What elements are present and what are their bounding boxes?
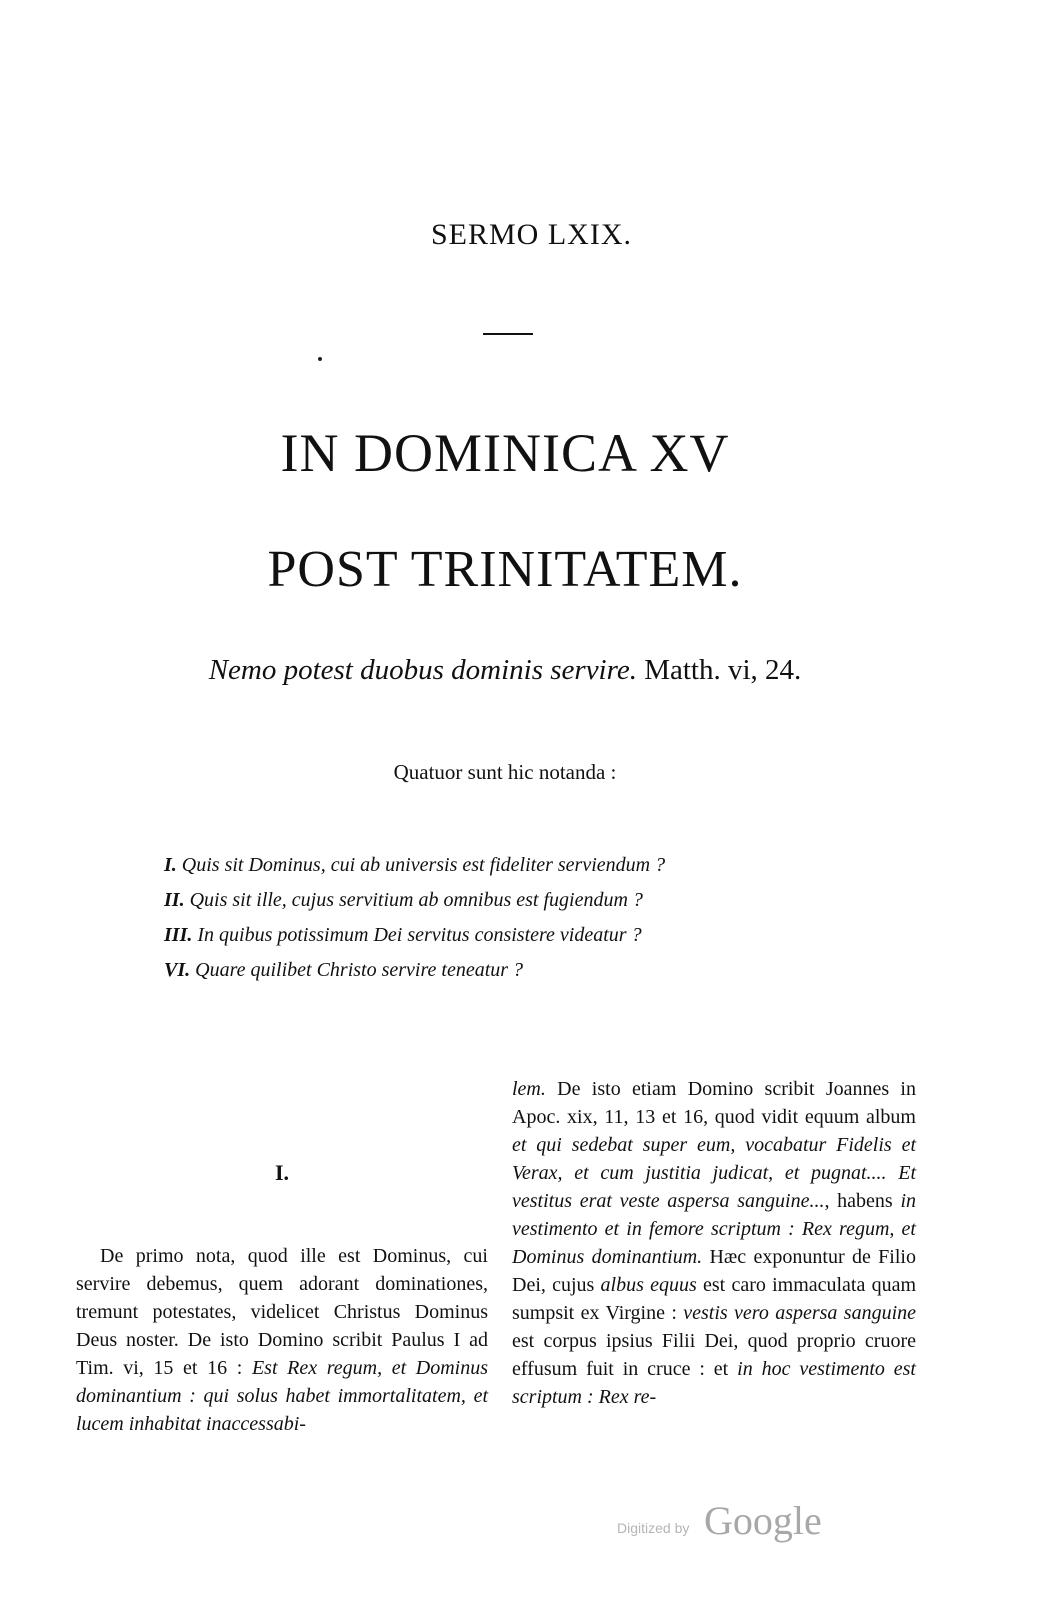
title-divider <box>483 333 533 335</box>
digitized-watermark <box>612 1497 852 1547</box>
right-fragment: in hoc vestimento est scriptum : Rex re- <box>512 1358 916 1408</box>
point-text: Quare quilibet Christo servire teneatur ? <box>195 959 524 981</box>
right-fragment: , habens <box>824 1190 901 1212</box>
right-fragment: est corpus ipsius Filii Dei, quod proprio cruore effusum fuit in cruce : et <box>512 1330 916 1380</box>
title-line-2: POST TRINITATEM. <box>267 541 743 598</box>
right-column <box>512 1075 916 1411</box>
google-logo: Google <box>704 1498 822 1543</box>
point-item <box>164 918 864 953</box>
epigraph <box>0 654 1010 687</box>
point-item <box>164 883 864 918</box>
section-number: I. <box>274 1160 290 1185</box>
point-text: Quis sit Dominus, cui ab universis est fideliter serviendum ? <box>181 854 666 876</box>
epigraph-reference: Matth. vi, 24. <box>644 654 802 686</box>
epigraph-text: Nemo potest duobus dominis servire. <box>208 654 637 686</box>
left-column <box>76 1160 488 1438</box>
right-fragment: est caro immaculata quam sumpsit ex Virgine : <box>512 1274 917 1324</box>
left-paragraph <box>76 1242 488 1438</box>
point-item <box>164 953 864 988</box>
title-line-1: IN DOMINICA XV <box>280 423 730 483</box>
right-fragment: lem. <box>512 1078 546 1100</box>
left-citation: Est Rex regum, et Dominus dominantium : qui solus habet immortalitatem, et lucem inhabitat inaccessabi- <box>76 1357 488 1435</box>
intro-line: Quatuor sunt hic notanda : <box>393 760 617 784</box>
point-number: I. <box>164 854 177 876</box>
point-item <box>164 848 864 883</box>
points-list <box>164 848 864 988</box>
point-number: VI. <box>164 959 191 981</box>
sermon-number: SERMO LXIX. <box>430 218 632 251</box>
right-paragraph <box>512 1075 916 1411</box>
digitized-label: Digitized by <box>617 1520 690 1536</box>
right-fragment: De isto etiam Domino scribit Joannes in Apoc. xix, 11, 13 et 16, quod vidit equum album <box>512 1078 916 1128</box>
point-number: III. <box>164 924 193 946</box>
point-text: In quibus potissimum Dei servitus consistere videatur ? <box>197 924 642 946</box>
right-fragment: albus equus <box>600 1274 697 1296</box>
right-fragment: in vestimento et in femore scriptum : Rex regum, et Dominus dominantium. <box>512 1190 916 1268</box>
print-speck <box>318 357 322 361</box>
left-text: De primo nota, quod ille est Dominus, cui servire debemus, quem adorant dominationes, tremunt potestates, videlicet Christus Dominus Deus noster. De isto Domino scribit Paulus I ad Tim. vi, 15 et 16 : <box>76 1245 488 1379</box>
right-fragment: et qui sedebat super eum, vocabatur Fidelis et Verax, et cum justitia judicat, et pugnat.... Et vestitus erat veste aspersa sanguine... <box>512 1134 916 1212</box>
point-text: Quis sit ille, cujus servitium ab omnibus est fugiendum ? <box>189 889 643 911</box>
point-number: II. <box>164 889 185 911</box>
right-fragment: Hæc exponuntur de Filio Dei, cujus <box>512 1246 916 1296</box>
right-fragment: vestis vero aspersa sanguine <box>683 1302 917 1324</box>
